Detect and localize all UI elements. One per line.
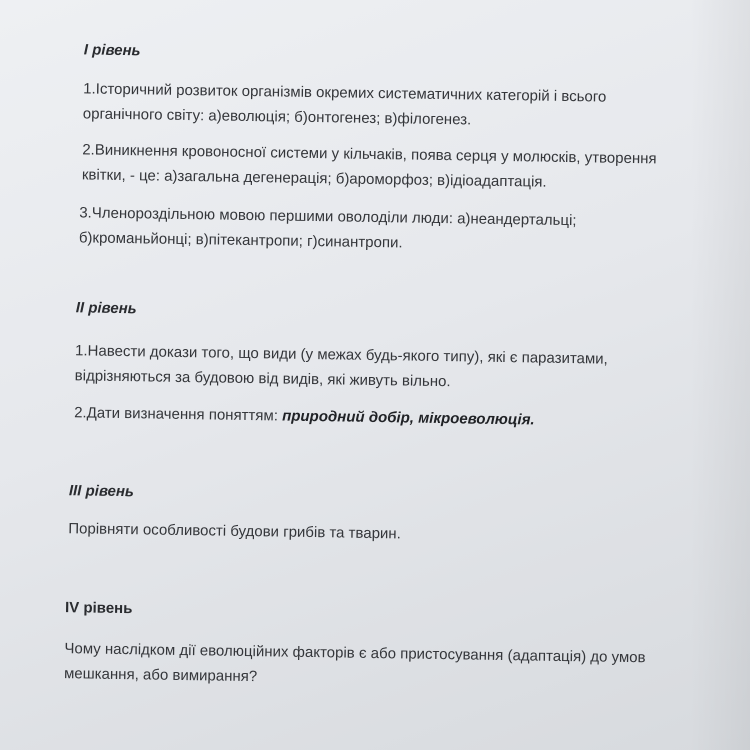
- level-1-question-1: 1.Історичний розвиток організмів окремих систематичних категорій і всього органічного світу: а)еволюція; б)онтогенез; в)філогенез.: [82, 80, 607, 129]
- level-2-heading: ІІ рівень: [75, 299, 137, 318]
- level-1-question-3: 3.Членороздільною мовою першими оволоділи люди: а)неандертальці; б)кроманьйонці; в)пітекантропи; г)синантропи.: [78, 204, 577, 252]
- level-3-heading: ІІІ рівень: [68, 482, 135, 501]
- level-1-question-2: 2.Виникнення кровоносної системи у кільчаків, поява серця у молюсків, утворення квітки, - це: а)загальна дегенерація; б)ароморфоз; в)ідіоадаптація.: [81, 141, 657, 191]
- level-3-task: Порівняти особливості будови грибів та тварин.: [68, 520, 401, 543]
- level-1-heading: І рівень: [83, 41, 141, 60]
- level-2-question-2: [74, 400, 694, 435]
- level-4-task: Чому наслідком дії еволюційних факторів є або пристосування (адаптація) до умов мешкання, або вимирання?: [63, 640, 646, 686]
- level-2-question-2-terms: природний добір, мікроеволюція.: [282, 407, 535, 429]
- level-2-question-1: 1.Навести докази того, що види (у межах будь-якого типу), які є паразитами, відрізняються за будовою від видів, які живуть вільно.: [74, 342, 608, 391]
- level-4-heading: ІV рівень: [64, 599, 133, 618]
- level-2-question-2-prefix: 2.Дати визначення поняттям:: [74, 404, 283, 425]
